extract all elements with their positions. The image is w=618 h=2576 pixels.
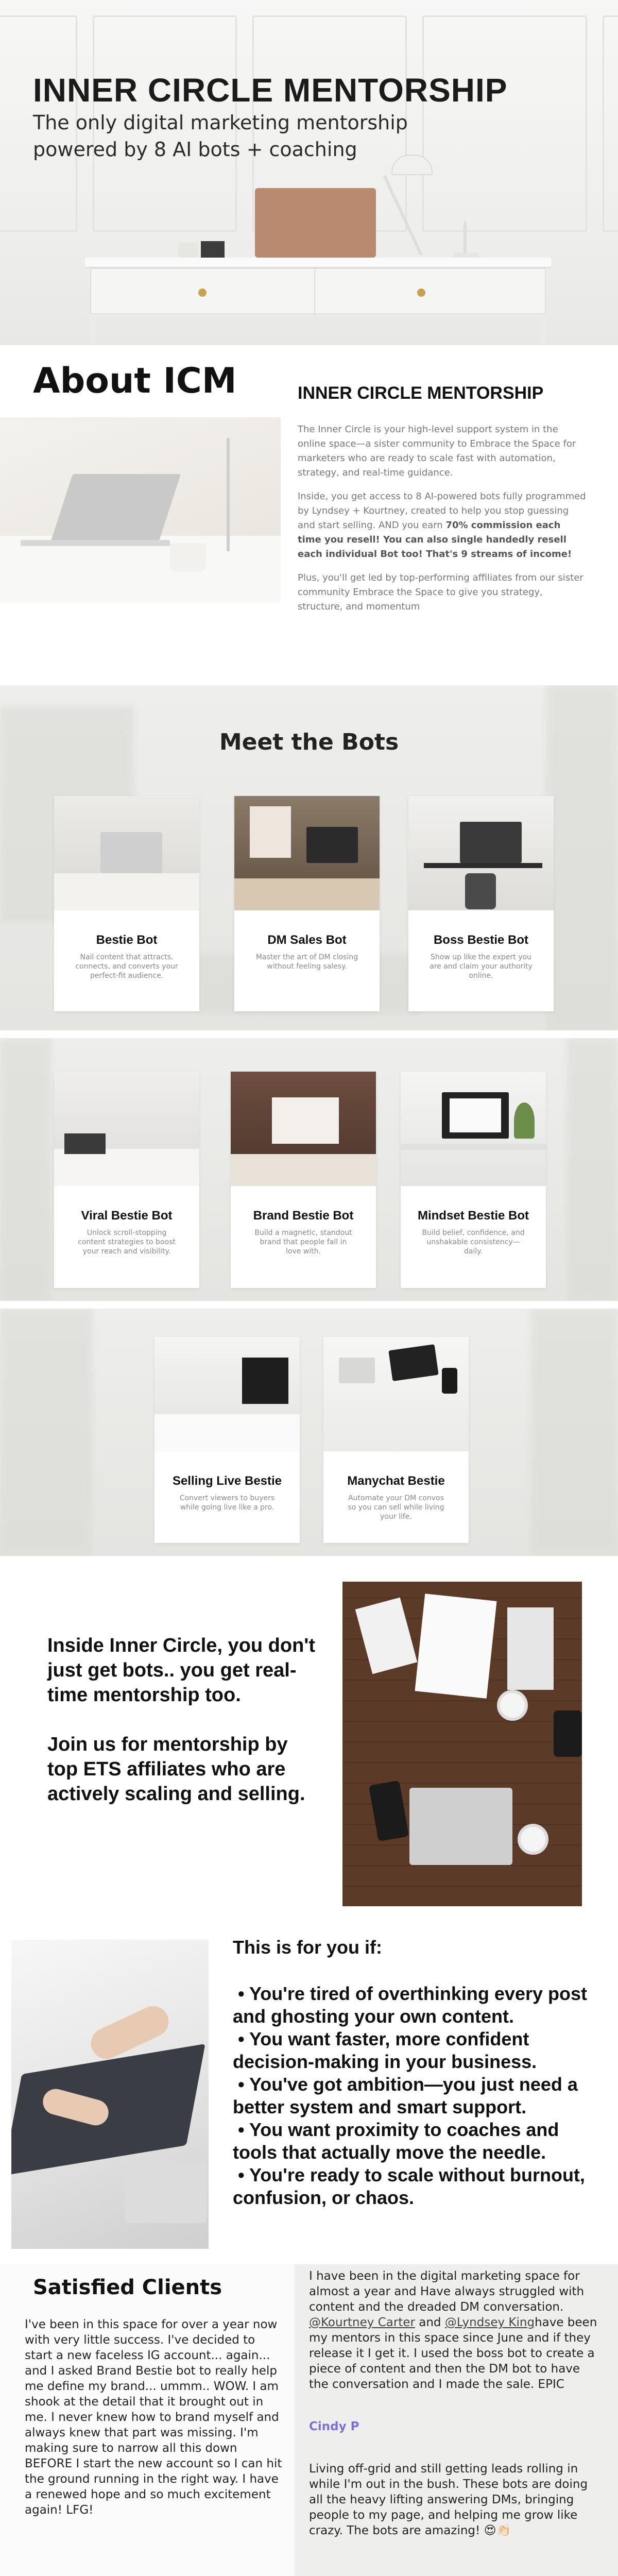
hero-title: INNER CIRCLE MENTORSHIP (33, 72, 508, 109)
inside-paragraph: Join us for mentorship by top ETS affiliates who are actively scaling and selling. (47, 1734, 305, 1805)
bot-description: Show up like the expert you are and claim your authority online. (430, 953, 533, 980)
typing-image (11, 1940, 209, 2249)
books-shape (64, 1133, 106, 1154)
laptop-shape (409, 1788, 512, 1865)
for-you-item: • You want faster, more confident decision-making in your business. (233, 2028, 537, 2072)
desk-shape (154, 1414, 300, 1451)
desk-shape (231, 1154, 376, 1186)
background-blur (530, 1309, 618, 1556)
bot-card-viral-bestie[interactable] (54, 1072, 199, 1288)
coffee-cup (518, 1824, 548, 1855)
lamp-stand (227, 438, 230, 551)
for-you-heading: This is for you if: (233, 1937, 383, 1958)
bot-name: Selling Live Bestie (172, 1474, 282, 1488)
drawer-knob (198, 289, 207, 297)
phone-shape (554, 1710, 582, 1757)
bot-name: DM Sales Bot (267, 933, 347, 947)
for-you-item: • You've got ambition—you just need a better system and smart support. (233, 2074, 578, 2117)
bots-section-1 (0, 685, 618, 1030)
laptop-screen (51, 474, 181, 541)
bot-card-manychat[interactable] (323, 1337, 469, 1543)
about-paragraph (298, 489, 586, 562)
desk-shape (424, 863, 542, 868)
bot-image (54, 1072, 199, 1186)
bot-name: Bestie Bot (96, 933, 158, 947)
bot-name: Mindset Bestie Bot (417, 1209, 529, 1223)
bot-card-bestie[interactable] (54, 796, 199, 1011)
desk-leg (90, 314, 96, 345)
desk-shape (54, 1149, 199, 1186)
testimonial-quote: Living off-grid and still getting leads rolling in while I'm out in the bush. These bots are doing all the heavy lifting answering DMs, bringing people to my page, and helping me grow like crazy. The bots are amazing! 😍👏🏻 (309, 2462, 588, 2537)
cup-image (178, 242, 198, 258)
monitor-shape (242, 1358, 288, 1404)
desk-drawers (90, 268, 546, 314)
bot-image (408, 796, 554, 910)
monitor-screen (450, 1098, 501, 1132)
inside-paragraph: Inside Inner Circle, you don't just get bots.. you get real-time mentorship too. (47, 1635, 315, 1706)
about-image (0, 417, 281, 603)
bot-image (234, 796, 380, 910)
bot-image (154, 1337, 300, 1451)
wall-panel (603, 15, 618, 232)
laptop-shape (100, 832, 162, 873)
notebook-shape (125, 2161, 207, 2223)
book-image (201, 241, 225, 258)
about-paragraph: Plus, you'll get led by top-performing affiliates from our sister community Embrace the Space to give you strategy, structure, and momentum (298, 572, 583, 612)
monitor-shape (460, 822, 522, 863)
chair-shape (465, 873, 496, 909)
bot-card-boss-bestie[interactable] (408, 796, 554, 1011)
testimonial-author: Cindy P (309, 2420, 359, 2433)
keyboard-shape (339, 1358, 375, 1383)
bots-section-3 (0, 1309, 618, 1556)
bot-card-mindset-bestie[interactable] (401, 1072, 546, 1288)
clients-heading: Satisfied Clients (33, 2276, 222, 2299)
paper-shape (415, 1594, 496, 1699)
for-you-item: • You want proximity to coaches and tools that actually move the needle. (233, 2119, 559, 2163)
bot-description: Convert viewers to buyers while going live like a pro. (179, 1494, 275, 1512)
tablet-shape (388, 1344, 438, 1381)
laptop-image (255, 188, 376, 258)
about-paragraph-text: Inside, you get access to 8 AI-powered bots fully programmed by Lyndsey + Kourtney, created to help you stop guessing and start selling. AND you earn (298, 491, 586, 531)
laptop-shape (507, 1607, 554, 1690)
bot-name: Manychat Bestie (347, 1474, 445, 1488)
frame-shape (272, 1097, 339, 1144)
lamp-base (453, 252, 479, 258)
phone-shape (442, 1368, 457, 1394)
mug-image (170, 544, 206, 572)
plant-shape (514, 1103, 535, 1139)
inside-section (47, 1633, 315, 1831)
desk-leg (540, 314, 546, 345)
frame-shape (250, 806, 291, 858)
desk-top (85, 258, 551, 268)
desk-shape (54, 873, 199, 910)
background-blur (566, 1038, 618, 1301)
wall-panel (422, 15, 587, 232)
bot-description: Nail content that attracts, connects, and converts your perfect-fit audience. (75, 953, 178, 980)
bot-image (54, 796, 199, 910)
bot-description: Build a magnetic, standout brand that people fall in love with. (254, 1229, 352, 1256)
background-blur (0, 1309, 93, 1556)
background-blur (0, 1038, 52, 1301)
desk-shape (401, 1144, 546, 1150)
bot-card-selling-live[interactable] (154, 1337, 300, 1543)
bots-section-2 (0, 1038, 618, 1301)
drawer-divider (314, 268, 315, 314)
mention-link[interactable]: @Lyndsey King (444, 2316, 535, 2329)
for-you-section (233, 1936, 604, 2209)
bot-image (401, 1072, 546, 1186)
mention-link[interactable]: @Kourtney Carter (309, 2316, 415, 2329)
laptop-base (21, 540, 170, 546)
bot-description: Automate your DM convos so you can sell while living your life. (348, 1494, 444, 1521)
about-description (298, 422, 586, 623)
bot-description: Unlock scroll-stopping content strategies to boost your reach and visibility. (78, 1229, 176, 1256)
bot-name: Boss Bestie Bot (433, 933, 529, 947)
for-you-item: • You're ready to scale without burnout, confusion, or chaos. (233, 2164, 585, 2208)
coffee-cup (497, 1690, 528, 1721)
about-heading: About ICM (33, 361, 237, 401)
hero-section (0, 0, 618, 345)
teamwork-image (342, 1582, 582, 1906)
about-card-title: INNER CIRCLE MENTORSHIP (298, 383, 544, 403)
for-you-item: • You're tired of overthinking every post and ghosting your own content. (233, 1983, 587, 2027)
about-paragraph: The Inner Circle is your high-level support system in the online space—a sister community to Embrace the Space for marketers who are ready to scale fast with automation, strategy, and real-time guidance. (298, 424, 576, 478)
bot-card-dm-sales[interactable] (234, 796, 380, 1011)
clients-section (0, 2264, 618, 2576)
hero-subtitle: The only digital marketing mentorship powered by 8 AI bots + coaching (33, 111, 408, 161)
bot-description: Build belief, confidence, and unshakable consistency—daily. (422, 1229, 525, 1256)
about-commission-highlight: 70% commission each time you resell! You can also single handedly resell each individual Bot too! That's 9 streams of income! (298, 520, 572, 560)
monitor-shape (306, 827, 358, 863)
bot-name: Viral Bestie Bot (81, 1209, 173, 1223)
testimonial-quote: I have been in the digital marketing space for almost a year and Have always struggled with content and the dreaded DM conversation. @Kourtney Carter and @Lyndsey Kinghave been my mentors in this space since June and if they release it I get it. I used the boss bot to create a piece of content and then the DM bot to have the conversation and I made the sale. EPIC (309, 2269, 597, 2391)
desk-shape (234, 878, 380, 910)
bot-image (323, 1337, 469, 1451)
bots-heading: Meet the Bots (219, 729, 399, 755)
testimonial-quote: I've been in this space for over a year now with very little success. I've decided to start a new faceless IG account... again... and I asked Brand Bestie bot to really help me define my brand... ummm.. WOW. I am shook at the detail that it brought out in me. I never knew how to brand myself and always knew that part was missing. I'm making sure to narrow all this down BEFORE I start the new account so I can hit the ground running in the right way. I have a renewed hope and so much excitement again! LFG! (25, 2318, 282, 2517)
bot-card-brand-bestie[interactable] (231, 1072, 376, 1288)
bot-name: Brand Bestie Bot (253, 1209, 354, 1223)
bot-image (231, 1072, 376, 1186)
drawer-knob (417, 289, 425, 297)
bot-description: Master the art of DM closing without feeling salesy. (255, 953, 358, 971)
